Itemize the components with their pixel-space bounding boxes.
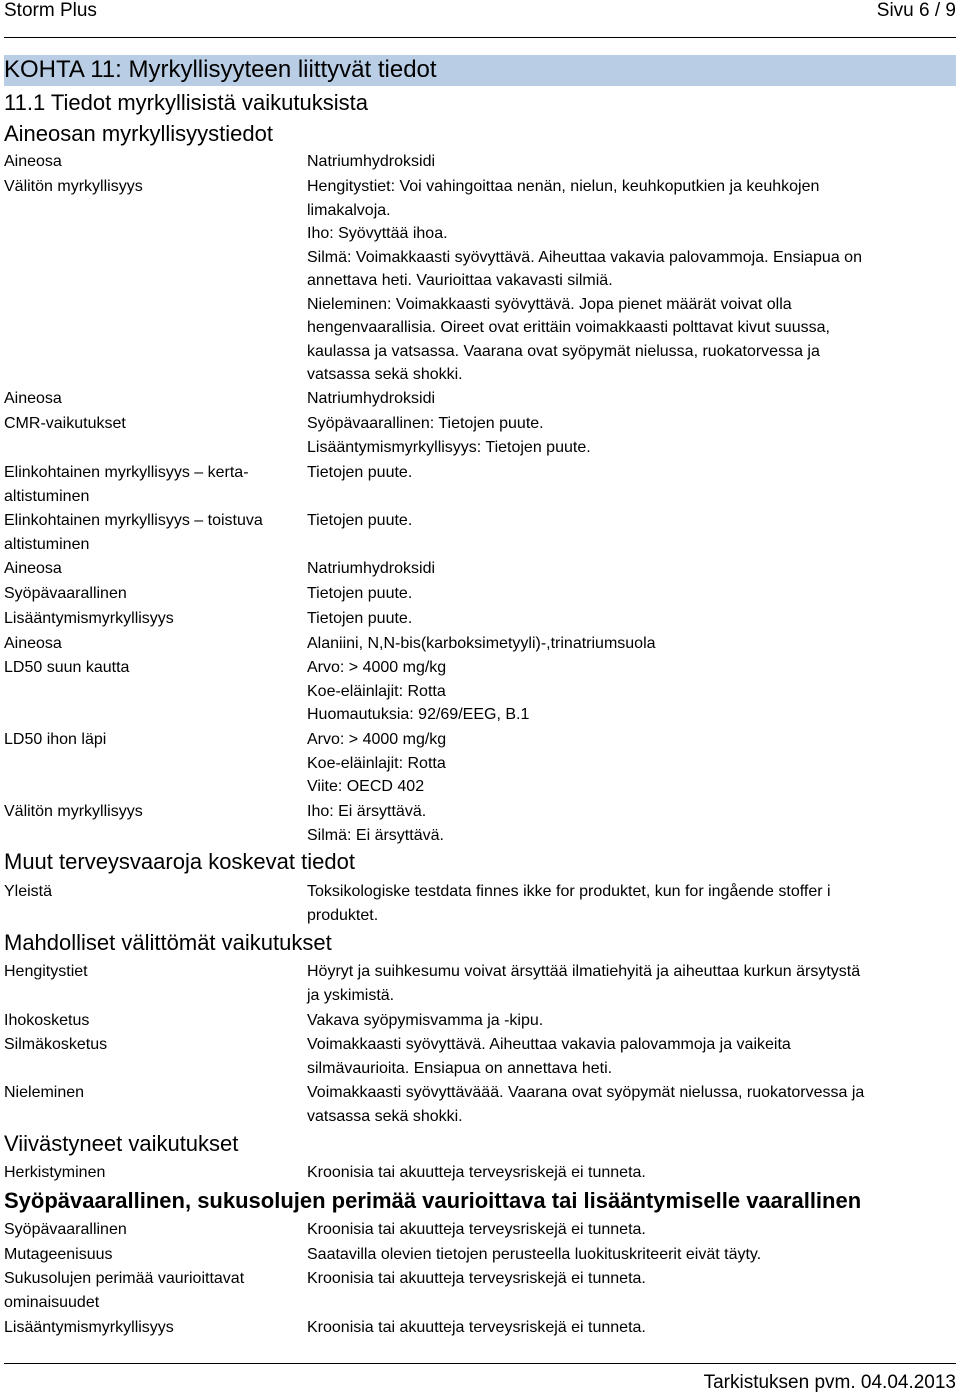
row-label: Syöpävaarallinen (4, 1221, 127, 1238)
row-value: Kroonisia tai akuutteja terveysriskejä ei tunneta. (307, 1221, 646, 1238)
row-value: Arvo: > 4000 mg/kg (307, 731, 447, 748)
row-value: Alaniini, N,N-bis(karboksimetyyli)-,trinatriumsuola (307, 635, 656, 652)
row-value: Voimakkaasti syövyttäväää. Vaarana ovat syöpymät nielussa, ruokatorvessa ja (307, 1084, 865, 1101)
row-label: Ihokosketus (4, 1012, 90, 1029)
row-value: annettava heti. Vaurioittaa vakavasti silmiä. (307, 272, 613, 289)
row-value: Kroonisia tai akuutteja terveysriskejä ei tunneta. (307, 1319, 646, 1336)
row-value: Kroonisia tai akuutteja terveysriskejä ei tunneta. (307, 1270, 646, 1287)
row-value: Natriumhydroksidi (307, 560, 436, 577)
row-label: Hengitystiet (4, 963, 88, 980)
row-value: kaulassa ja vatsassa. Vaarana ovat syöpymät nielussa, ruokatorvessa ja (307, 342, 820, 360)
row-label: Aineosa (4, 390, 62, 407)
row-value: Koe-eläinlajit: Rotta (307, 754, 446, 772)
row-value: Saatavilla olevien tietojen perusteella luokituskriteerit eivät täyty. (307, 1246, 762, 1263)
other-heading: Muut terveysvaaroja koskevat tiedot (4, 849, 355, 874)
row-value: Tietojen puute. (307, 610, 413, 627)
row-value: Natriumhydroksidi (307, 390, 436, 407)
row-value: vatsassa sekä shokki. (307, 366, 463, 383)
row-value: Toksikologiske testdata finnes ikke for produktet, kun for ingående stoffer i (307, 883, 831, 900)
row-value: Silmä: Ei ärsyttävä. (307, 826, 444, 844)
row-value: vatsassa sekä shokki. (307, 1107, 463, 1125)
row-label: Mutageenisuus (4, 1246, 113, 1263)
page-number: Sivu 6 / 9 (876, 0, 956, 21)
row-value: Natriumhydroksidi (307, 153, 436, 170)
row-value: Tietojen puute. (307, 464, 413, 481)
row-label: Silmäkosketus (4, 1036, 108, 1053)
cmr-heading: Syöpävaarallinen, sukusolujen perimää vaurioittava tai lisääntymiselle vaarallinen (4, 1188, 862, 1213)
row-label: Elinkohtainen myrkyllisyys – kerta- (4, 464, 249, 481)
subheading: Aineosan myrkyllisyystiedot (4, 121, 273, 146)
footer-divider (4, 1363, 956, 1364)
row-label: Syöpävaarallinen (4, 585, 127, 602)
row-label: ominaisuudet (4, 1293, 100, 1311)
row-value: Viite: OECD 402 (307, 778, 425, 795)
row-label: Lisääntymismyrkyllisyys (4, 610, 174, 627)
row-label: Aineosa (4, 153, 62, 170)
row-value: silmävaurioita. Ensiapua on annettava heti. (307, 1059, 613, 1077)
row-value: Tietojen puute. (307, 585, 413, 602)
row-value: Koe-eläinlajit: Rotta (307, 682, 446, 700)
section-subtitle: 11.1 Tiedot myrkyllisistä vaikutuksista (4, 90, 368, 115)
row-label: Välitön myrkyllisyys (4, 803, 143, 820)
row-value: Voimakkaasti syövyttävä. Aiheuttaa vakavia palovammoja ja vaikeita (307, 1036, 791, 1053)
row-value: Silmä: Voimakkaasti syövyttävä. Aiheuttaa vakavia palovammoja. Ensiapua on (307, 248, 862, 266)
row-label: LD50 suun kautta (4, 659, 130, 676)
immediate-heading: Mahdolliset välittömät vaikutukset (4, 930, 332, 955)
row-value: Höyryt ja suihkesumu voivat ärsyttää ilmatiehyitä ja aiheuttaa kurkun ärsytystä (307, 963, 861, 980)
row-label: Aineosa (4, 635, 62, 652)
row-label: Aineosa (4, 560, 62, 577)
row-label: Yleistä (4, 883, 53, 900)
row-value: Tietojen puute. (307, 512, 413, 529)
row-value: Arvo: > 4000 mg/kg (307, 659, 447, 676)
row-value: ja yskimistä. (307, 986, 395, 1004)
row-label: CMR-vaikutukset (4, 415, 126, 432)
row-value: Nieleminen: Voimakkaasti syövyttävä. Jopa pienet määrät voivat olla (307, 295, 792, 313)
section-title: KOHTA 11: Myrkyllisyyteen liittyvät tiedot (4, 56, 437, 83)
revision-date: Tarkistuksen pvm. 04.04.2013 (703, 1372, 956, 1393)
row-value: hengenvaarallisia. Oireet ovat erittäin voimakkaasti polttavat kivut suussa, (307, 319, 830, 336)
row-value: limakalvoja. (307, 201, 391, 219)
row-value: produktet. (307, 906, 379, 924)
row-value: Hengitystiet: Voi vahingoittaa nenän, nielun, keuhkoputkien ja keuhkojen (307, 178, 820, 195)
row-value: Syöpävaarallinen: Tietojen puute. (307, 415, 544, 432)
row-value: Vakava syöpymisvamma ja -kipu. (307, 1012, 544, 1029)
row-label: LD50 ihon läpi (4, 731, 107, 748)
row-label: Nieleminen (4, 1084, 85, 1101)
row-value: Lisääntymismyrkyllisyys: Tietojen puute. (307, 438, 591, 456)
row-value: Iho: Syövyttää ihoa. (307, 225, 448, 242)
delayed-heading: Viivästyneet vaikutukset (4, 1131, 239, 1156)
row-label: Elinkohtainen myrkyllisyys – toistuva (4, 512, 263, 529)
row-value: Iho: Ei ärsyttävä. (307, 803, 427, 820)
row-label: Välitön myrkyllisyys (4, 178, 143, 195)
row-label: Sukusolujen perimää vaurioittavat (4, 1270, 245, 1287)
row-label: Herkistyminen (4, 1164, 106, 1181)
row-label: altistuminen (4, 487, 90, 505)
row-value: Kroonisia tai akuutteja terveysriskejä ei tunneta. (307, 1164, 646, 1181)
header-divider (4, 37, 956, 38)
row-label: altistuminen (4, 535, 90, 553)
row-value: Huomautuksia: 92/69/EEG, B.1 (307, 706, 530, 723)
row-label: Lisääntymismyrkyllisyys (4, 1319, 174, 1336)
product-name: Storm Plus (4, 0, 97, 21)
